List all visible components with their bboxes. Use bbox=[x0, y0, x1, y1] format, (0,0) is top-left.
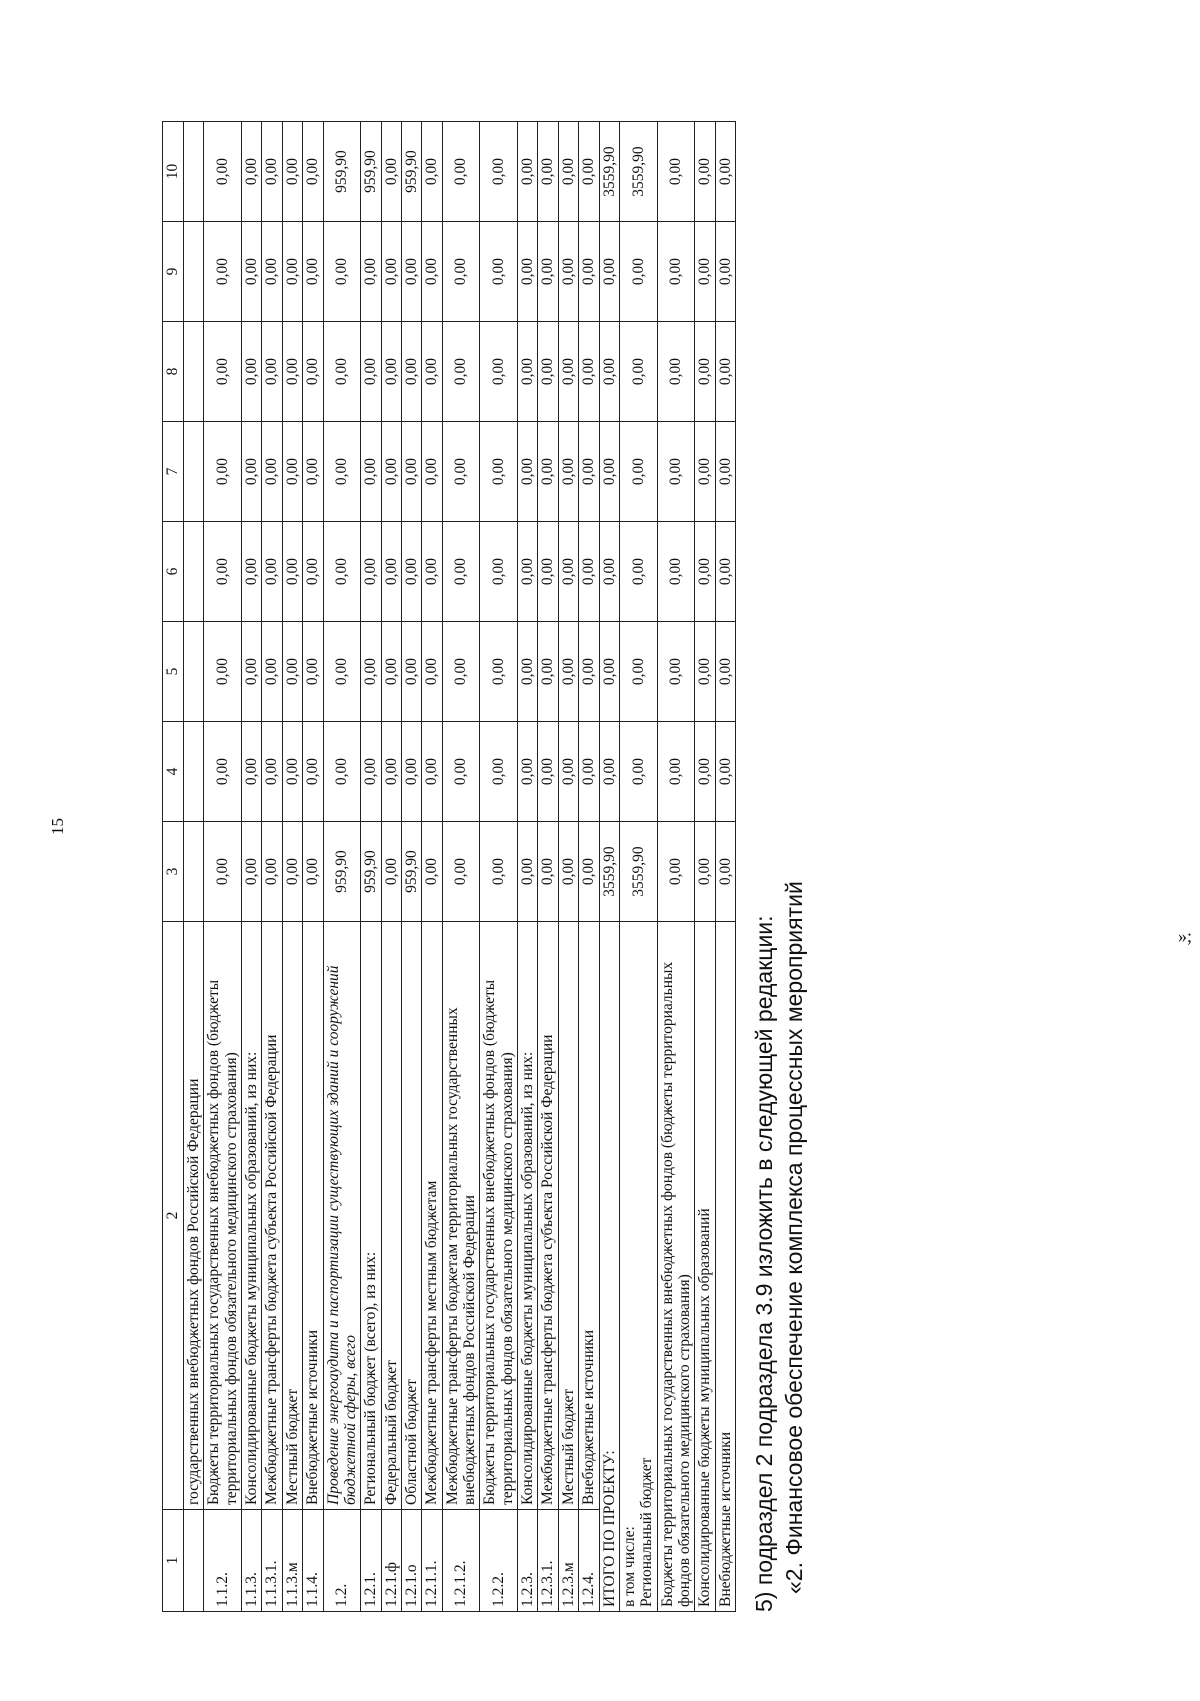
row-value: 0,00 bbox=[204, 722, 242, 822]
row-code: 1.2.3. bbox=[518, 1510, 538, 1612]
row-value: 0,00 bbox=[242, 222, 262, 322]
row-value: 0,00 bbox=[381, 522, 401, 622]
row-value: 0,00 bbox=[361, 322, 381, 422]
row-value: 0,00 bbox=[422, 122, 442, 222]
row-value: 0,00 bbox=[480, 722, 518, 822]
row-value: 0,00 bbox=[282, 622, 302, 722]
row-name: государственных внебюджетных фондов Российской Федерации bbox=[184, 922, 204, 1510]
row-value: 0,00 bbox=[558, 322, 578, 422]
row-value: 0,00 bbox=[518, 522, 538, 622]
row-value: 0,00 bbox=[480, 322, 518, 422]
breakdown-value: 0,00 bbox=[657, 522, 695, 622]
row-value: 0,00 bbox=[558, 522, 578, 622]
row-value: 0,00 bbox=[361, 422, 381, 522]
row-value: 0,00 bbox=[538, 722, 558, 822]
breakdown-value: 0,00 bbox=[695, 222, 715, 322]
row-code: 1.2.1.о bbox=[401, 1510, 421, 1612]
row-value: 0,00 bbox=[401, 322, 421, 422]
breakdown-value: 0,00 bbox=[695, 822, 715, 922]
row-value: 0,00 bbox=[242, 422, 262, 522]
row-value: 0,00 bbox=[262, 522, 282, 622]
row-value: 0,00 bbox=[204, 322, 242, 422]
row-value: 0,00 bbox=[442, 622, 480, 722]
row-code: 1.2.1.ф bbox=[381, 1510, 401, 1612]
row-value: 0,00 bbox=[262, 822, 282, 922]
table-row bbox=[579, 122, 599, 1612]
row-value: 0,00 bbox=[538, 222, 558, 322]
row-value: 0,00 bbox=[204, 522, 242, 622]
column-header: 3 bbox=[163, 822, 184, 922]
row-value: 0,00 bbox=[518, 122, 538, 222]
table-row bbox=[262, 122, 282, 1612]
breakdown-value: 0,00 bbox=[619, 222, 657, 322]
row-value: 0,00 bbox=[381, 822, 401, 922]
row-value: 0,00 bbox=[538, 422, 558, 522]
row-value: 0,00 bbox=[442, 222, 480, 322]
row-code: 1.1.4. bbox=[303, 1510, 323, 1612]
breakdown-value: 0,00 bbox=[695, 322, 715, 422]
row-value: 0,00 bbox=[282, 122, 302, 222]
table-header-row bbox=[163, 122, 184, 1612]
amendment-text bbox=[750, 117, 810, 1612]
row-value: 0,00 bbox=[204, 622, 242, 722]
row-name: Внебюджетные источники bbox=[579, 922, 599, 1510]
row-value: 0,00 bbox=[579, 622, 599, 722]
breakdown-value: 0,00 bbox=[695, 122, 715, 222]
row-name: Местный бюджет bbox=[558, 922, 578, 1510]
row-value: 0,00 bbox=[361, 522, 381, 622]
row-value: 0,00 bbox=[262, 722, 282, 822]
column-header: 7 bbox=[163, 422, 184, 522]
column-header: 5 bbox=[163, 622, 184, 722]
column-header: 4 bbox=[163, 722, 184, 822]
row-value: 0,00 bbox=[442, 122, 480, 222]
row-value: 0,00 bbox=[579, 822, 599, 922]
row-value bbox=[184, 622, 204, 722]
row-value: 0,00 bbox=[422, 622, 442, 722]
row-value: 0,00 bbox=[381, 622, 401, 722]
row-value: 0,00 bbox=[442, 422, 480, 522]
breakdown-value: 0,00 bbox=[695, 722, 715, 822]
row-code: 1.1.3.1. bbox=[262, 1510, 282, 1612]
row-value: 0,00 bbox=[558, 622, 578, 722]
table-row bbox=[558, 122, 578, 1612]
breakdown-value: 0,00 bbox=[695, 422, 715, 522]
total-breakdown-row bbox=[715, 122, 735, 1612]
row-value: 0,00 bbox=[303, 322, 323, 422]
table-row bbox=[381, 122, 401, 1612]
row-value: 0,00 bbox=[323, 622, 361, 722]
row-value: 0,00 bbox=[242, 522, 262, 622]
page-number: 15 bbox=[48, 818, 67, 835]
row-value: 0,00 bbox=[518, 622, 538, 722]
row-value: 0,00 bbox=[401, 422, 421, 522]
row-name: Региональный бюджет (всего), из них: bbox=[361, 922, 381, 1510]
row-name: Бюджеты территориальных государственных внебюджетных фондов (бюджеты территориальных фондов обязательного медицинского страхования) bbox=[480, 922, 518, 1510]
row-name: Консолидированные бюджеты муниципальных образований, из них: bbox=[518, 922, 538, 1510]
total-row bbox=[599, 122, 619, 1612]
row-code: 1.2.1. bbox=[361, 1510, 381, 1612]
row-value: 0,00 bbox=[204, 222, 242, 322]
total-value: 3559,90 bbox=[599, 822, 619, 922]
table-row bbox=[361, 122, 381, 1612]
row-value: 0,00 bbox=[401, 722, 421, 822]
total-value: 0,00 bbox=[599, 222, 619, 322]
breakdown-value: 0,00 bbox=[619, 422, 657, 522]
row-value: 0,00 bbox=[381, 322, 401, 422]
column-header: 8 bbox=[163, 322, 184, 422]
row-value: 0,00 bbox=[538, 322, 558, 422]
total-breakdown-row bbox=[619, 122, 657, 1612]
breakdown-label: в том числе: Региональный бюджет bbox=[619, 922, 657, 1612]
row-value: 0,00 bbox=[422, 222, 442, 322]
row-name: Проведение энергоаудита и паспортизации существующих зданий и сооружений бюджетной сферы, всего bbox=[323, 922, 361, 1510]
row-code: 1.1.3.м bbox=[282, 1510, 302, 1612]
row-value bbox=[184, 522, 204, 622]
row-value: 0,00 bbox=[480, 222, 518, 322]
row-code: 1.2. bbox=[323, 1510, 361, 1612]
breakdown-value: 0,00 bbox=[715, 622, 735, 722]
table-row bbox=[204, 122, 242, 1612]
row-name: Областной бюджет bbox=[401, 922, 421, 1510]
row-value: 0,00 bbox=[442, 822, 480, 922]
row-value: 0,00 bbox=[262, 622, 282, 722]
row-value: 0,00 bbox=[518, 722, 538, 822]
row-value: 0,00 bbox=[282, 422, 302, 522]
table-row bbox=[303, 122, 323, 1612]
breakdown-value: 0,00 bbox=[695, 522, 715, 622]
row-value: 0,00 bbox=[442, 322, 480, 422]
row-value: 0,00 bbox=[323, 522, 361, 622]
row-value: 0,00 bbox=[558, 222, 578, 322]
row-value: 0,00 bbox=[518, 422, 538, 522]
row-value: 0,00 bbox=[381, 122, 401, 222]
total-value: 0,00 bbox=[599, 722, 619, 822]
row-name: Межбюджетные трансферты бюджета субъекта Российской Федерации bbox=[538, 922, 558, 1510]
row-value: 0,00 bbox=[518, 222, 538, 322]
row-value: 0,00 bbox=[204, 422, 242, 522]
amendment-line-1: 5) подраздел 2 подраздела 3.9 изложить в следующей редакции: bbox=[751, 915, 778, 1612]
total-breakdown-row bbox=[657, 122, 695, 1612]
breakdown-value: 0,00 bbox=[657, 122, 695, 222]
row-value bbox=[184, 222, 204, 322]
row-value: 0,00 bbox=[480, 422, 518, 522]
row-value: 0,00 bbox=[262, 222, 282, 322]
row-value: 959,90 bbox=[401, 822, 421, 922]
row-value: 0,00 bbox=[204, 122, 242, 222]
total-value: 0,00 bbox=[599, 422, 619, 522]
column-header: 10 bbox=[163, 122, 184, 222]
row-value: 0,00 bbox=[381, 422, 401, 522]
row-value bbox=[184, 722, 204, 822]
row-name: Межбюджетные трансферты бюджетам территориальных государственных внебюджетных фондов Российской Федерации bbox=[442, 922, 480, 1510]
row-value: 0,00 bbox=[381, 722, 401, 822]
table-row bbox=[242, 122, 262, 1612]
row-value: 0,00 bbox=[579, 322, 599, 422]
column-header: 9 bbox=[163, 222, 184, 322]
row-value: 0,00 bbox=[323, 222, 361, 322]
row-value: 0,00 bbox=[422, 522, 442, 622]
breakdown-value: 0,00 bbox=[619, 522, 657, 622]
breakdown-value: 0,00 bbox=[619, 722, 657, 822]
row-value: 0,00 bbox=[262, 322, 282, 422]
row-value: 0,00 bbox=[538, 622, 558, 722]
row-value: 0,00 bbox=[579, 422, 599, 522]
row-value: 0,00 bbox=[361, 722, 381, 822]
table-row bbox=[480, 122, 518, 1612]
table-row bbox=[518, 122, 538, 1612]
row-value: 0,00 bbox=[242, 622, 262, 722]
total-value: 0,00 bbox=[599, 522, 619, 622]
breakdown-value: 0,00 bbox=[715, 422, 735, 522]
breakdown-value: 0,00 bbox=[619, 622, 657, 722]
row-value: 0,00 bbox=[422, 322, 442, 422]
row-value: 0,00 bbox=[579, 722, 599, 822]
row-value: 0,00 bbox=[480, 622, 518, 722]
row-code: 1.1.3. bbox=[242, 1510, 262, 1612]
closing-quote-mark: »; bbox=[1177, 926, 1192, 946]
row-value: 959,90 bbox=[323, 122, 361, 222]
table-row bbox=[282, 122, 302, 1612]
row-value: 0,00 bbox=[442, 522, 480, 622]
row-value: 0,00 bbox=[282, 522, 302, 622]
column-header: 1 bbox=[163, 1510, 184, 1612]
financing-table bbox=[162, 121, 736, 1612]
row-value: 0,00 bbox=[579, 122, 599, 222]
row-value: 0,00 bbox=[282, 322, 302, 422]
row-name: Межбюджетные трансферты бюджета субъекта Российской Федерации bbox=[262, 922, 282, 1510]
row-value: 0,00 bbox=[422, 722, 442, 822]
row-value: 0,00 bbox=[361, 622, 381, 722]
breakdown-value: 0,00 bbox=[715, 122, 735, 222]
breakdown-value: 3559,90 bbox=[619, 122, 657, 222]
row-value: 959,90 bbox=[401, 122, 421, 222]
row-value: 0,00 bbox=[538, 122, 558, 222]
row-value bbox=[184, 122, 204, 222]
table-row bbox=[323, 122, 361, 1612]
row-value: 0,00 bbox=[303, 422, 323, 522]
row-value: 959,90 bbox=[361, 122, 381, 222]
row-code: 1.2.1.2. bbox=[442, 1510, 480, 1612]
column-header: 2 bbox=[163, 922, 184, 1510]
breakdown-value: 0,00 bbox=[657, 322, 695, 422]
row-code: 1.2.2. bbox=[480, 1510, 518, 1612]
table-row bbox=[442, 122, 480, 1612]
breakdown-value: 0,00 bbox=[657, 822, 695, 922]
row-value: 0,00 bbox=[242, 122, 262, 222]
total-value: 0,00 bbox=[599, 622, 619, 722]
table-row bbox=[422, 122, 442, 1612]
row-code: 1.2.3.1. bbox=[538, 1510, 558, 1612]
row-value: 0,00 bbox=[282, 722, 302, 822]
row-value: 0,00 bbox=[480, 522, 518, 622]
row-value: 0,00 bbox=[558, 422, 578, 522]
row-code: 1.1.2. bbox=[204, 1510, 242, 1612]
row-value: 0,00 bbox=[558, 122, 578, 222]
row-value: 0,00 bbox=[480, 122, 518, 222]
row-value: 0,00 bbox=[401, 622, 421, 722]
row-value: 0,00 bbox=[480, 822, 518, 922]
row-value: 959,90 bbox=[361, 822, 381, 922]
table-row bbox=[401, 122, 421, 1612]
row-value: 0,00 bbox=[422, 822, 442, 922]
row-value: 0,00 bbox=[442, 722, 480, 822]
row-value: 0,00 bbox=[282, 822, 302, 922]
row-value: 0,00 bbox=[401, 522, 421, 622]
breakdown-value: 0,00 bbox=[715, 522, 735, 622]
breakdown-value: 0,00 bbox=[657, 222, 695, 322]
row-value: 0,00 bbox=[303, 222, 323, 322]
row-code: 1.2.4. bbox=[579, 1510, 599, 1612]
table-row bbox=[538, 122, 558, 1612]
breakdown-value: 0,00 bbox=[715, 722, 735, 822]
row-value: 0,00 bbox=[242, 722, 262, 822]
row-value: 0,00 bbox=[323, 722, 361, 822]
breakdown-value: 3559,90 bbox=[619, 822, 657, 922]
breakdown-value: 0,00 bbox=[657, 422, 695, 522]
row-value: 0,00 bbox=[303, 122, 323, 222]
row-value: 0,00 bbox=[303, 522, 323, 622]
row-name: Межбюджетные трансферты местным бюджетам bbox=[422, 922, 442, 1510]
row-value: 0,00 bbox=[538, 522, 558, 622]
breakdown-label: Консолидированные бюджеты муниципальных образований bbox=[695, 922, 715, 1612]
breakdown-value: 0,00 bbox=[715, 822, 735, 922]
row-name: Бюджеты территориальных государственных внебюджетных фондов (бюджеты территориальных фондов обязательного медицинского страхования) bbox=[204, 922, 242, 1510]
table-row bbox=[184, 122, 204, 1612]
breakdown-value: 0,00 bbox=[715, 222, 735, 322]
row-value: 0,00 bbox=[303, 622, 323, 722]
row-name: Внебюджетные источники bbox=[303, 922, 323, 1510]
row-value: 0,00 bbox=[579, 222, 599, 322]
column-header: 6 bbox=[163, 522, 184, 622]
row-value: 0,00 bbox=[204, 822, 242, 922]
row-value: 0,00 bbox=[303, 722, 323, 822]
breakdown-value: 0,00 bbox=[619, 322, 657, 422]
row-code: 1.2.1.1. bbox=[422, 1510, 442, 1612]
row-value bbox=[184, 822, 204, 922]
row-value bbox=[184, 322, 204, 422]
row-value: 0,00 bbox=[518, 322, 538, 422]
row-value: 0,00 bbox=[518, 822, 538, 922]
row-value: 0,00 bbox=[381, 222, 401, 322]
row-value: 0,00 bbox=[361, 222, 381, 322]
row-value: 0,00 bbox=[262, 422, 282, 522]
total-value: 3559,90 bbox=[599, 122, 619, 222]
breakdown-label: Внебюджетные источники bbox=[715, 922, 735, 1612]
total-value: 0,00 bbox=[599, 322, 619, 422]
row-value: 0,00 bbox=[538, 822, 558, 922]
row-name: Местный бюджет bbox=[282, 922, 302, 1510]
row-value bbox=[184, 422, 204, 522]
breakdown-value: 0,00 bbox=[715, 322, 735, 422]
row-value: 0,00 bbox=[242, 322, 262, 422]
row-value: 959,90 bbox=[323, 822, 361, 922]
amendment-line-2: «2. Финансовое обеспечение комплекса процессных мероприятий bbox=[780, 881, 807, 1594]
row-value: 0,00 bbox=[558, 722, 578, 822]
breakdown-value: 0,00 bbox=[695, 622, 715, 722]
row-value: 0,00 bbox=[303, 822, 323, 922]
breakdown-label: Бюджеты территориальных государственных внебюджетных фондов (бюджеты территориальных фондов обязательного медицинского страхования) bbox=[657, 922, 695, 1612]
total-label: ИТОГО ПО ПРОЕКТУ: bbox=[599, 922, 619, 1612]
total-breakdown-row bbox=[695, 122, 715, 1612]
breakdown-value: 0,00 bbox=[657, 722, 695, 822]
row-value: 0,00 bbox=[323, 322, 361, 422]
rotated-page-content bbox=[162, 117, 1072, 1612]
row-value: 0,00 bbox=[579, 522, 599, 622]
row-code: 1.2.3.м bbox=[558, 1510, 578, 1612]
row-name: Консолидированные бюджеты муниципальных образований, из них: bbox=[242, 922, 262, 1510]
row-value: 0,00 bbox=[401, 222, 421, 322]
breakdown-value: 0,00 bbox=[657, 622, 695, 722]
row-value: 0,00 bbox=[422, 422, 442, 522]
row-value: 0,00 bbox=[282, 222, 302, 322]
row-value: 0,00 bbox=[262, 122, 282, 222]
row-value: 0,00 bbox=[323, 422, 361, 522]
row-value: 0,00 bbox=[558, 822, 578, 922]
row-name: Федеральный бюджет bbox=[381, 922, 401, 1510]
row-value: 0,00 bbox=[242, 822, 262, 922]
row-code bbox=[184, 1510, 204, 1612]
